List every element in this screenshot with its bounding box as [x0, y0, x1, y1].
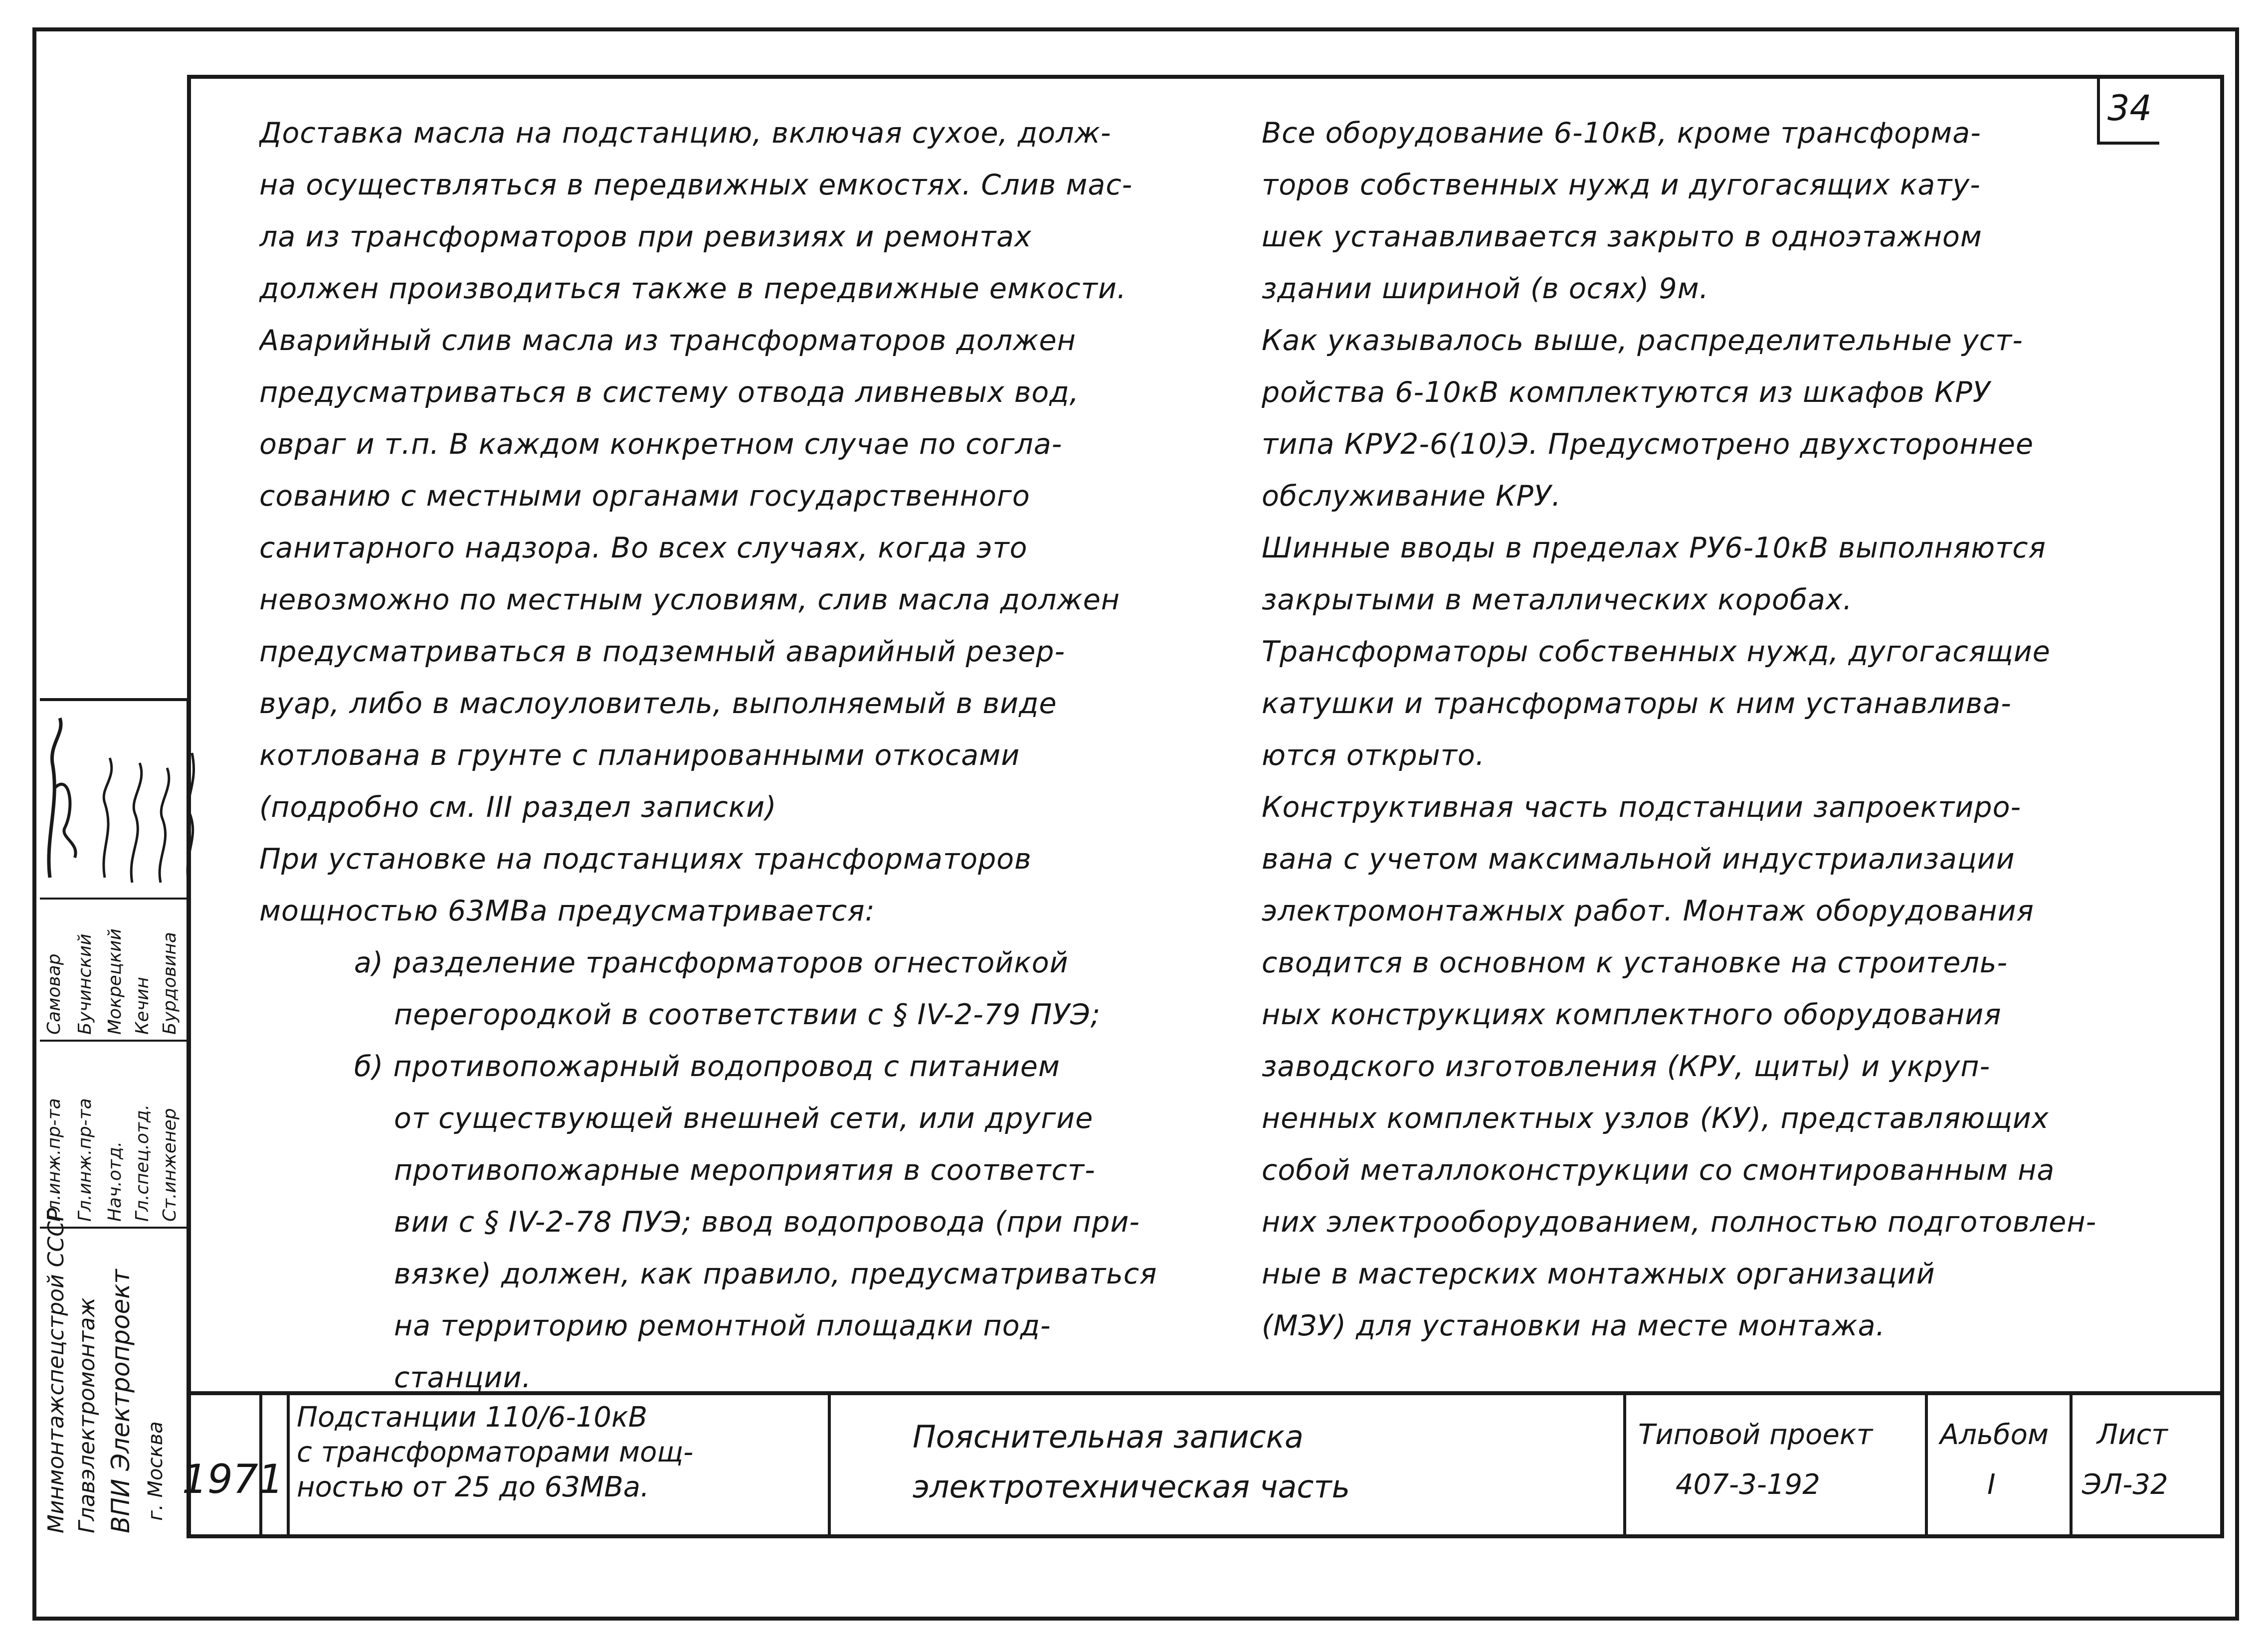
text-line: них электрооборудованием, полностью подготовлен- [1262, 1206, 2097, 1239]
stamp-separator [40, 898, 189, 900]
organization-line: ВПИ Электропроект [106, 1269, 135, 1533]
list-line: противопожарные мероприятия в соответст- [394, 1154, 1096, 1187]
document-title-line: электротехническая часть [913, 1468, 1350, 1505]
sheet-code: ЭЛ-32 [2082, 1468, 2168, 1501]
text-line: санитарного надзора. Во всех случаях, когда это [259, 532, 1028, 564]
organization-line: г. Москва [144, 1421, 167, 1521]
text-line: должен производиться также в передвижные емкости. [259, 272, 1127, 305]
text-line: ные в мастерских монтажных организаций [1262, 1258, 1935, 1290]
stamp-role: Гл.спец.отд. [132, 1104, 153, 1222]
stamp-separator [40, 1227, 189, 1229]
text-line: вуар, либо в маслоуловитель, выполняемый в виде [259, 687, 1057, 720]
stamp-name: Мокрецкий [105, 928, 125, 1035]
text-line: закрытыми в металлических коробах. [1262, 583, 1853, 616]
text-line: катушки и трансформаторы к ним устанавлива- [1262, 687, 2012, 720]
list-line: вии с § IV-2-78 ПУЭ; ввод водопровода (при при- [394, 1206, 1140, 1239]
list-line: на территорию ремонтной площадки под- [394, 1309, 1051, 1342]
document-title-line: Пояснительная записка [913, 1419, 1304, 1455]
year: 1971 [182, 1456, 284, 1502]
text-line: электромонтажных работ. Монтаж оборудования [1262, 895, 2034, 927]
text-line: торов собственных нужд и дугогасящих кату- [1262, 169, 1981, 201]
sheet-label: Лист [2097, 1419, 2168, 1451]
object-title-line: Подстанции 110/6-10кВ [297, 1401, 648, 1434]
text-line: невозможно по местным условиям, слив масла должен [259, 583, 1121, 616]
left-text-column [259, 107, 1207, 1404]
text-line: котлована в грунте с планированными откосами [259, 739, 1020, 772]
album-number: I [1987, 1468, 1996, 1501]
stamp-name: Бурдовина [160, 932, 180, 1035]
title-block-divider [1623, 1391, 1626, 1538]
list-line: от существующей внешней сети, или другие [394, 1102, 1094, 1135]
title-block-divider [1925, 1391, 1928, 1538]
text-line: на осуществляться в передвижных емкостях. Слив мас- [259, 169, 1133, 201]
stamp-name: Бучинский [75, 933, 95, 1035]
stamp-name: Самовар [44, 953, 64, 1035]
text-line: сводится в основном к установке на строитель- [1262, 946, 2008, 979]
text-line: ных конструкциях комплектного оборудования [1262, 998, 2002, 1031]
list-line: станции. [394, 1361, 532, 1394]
list-line: вязке) должен, как правило, предусматриваться [394, 1258, 1157, 1290]
stamp-name: Кечин [132, 977, 153, 1035]
text-line: ройства 6-10кВ комплектуются из шкафов КРУ [1262, 376, 1991, 409]
text-line: обслуживание КРУ. [1262, 480, 1561, 513]
text-line: ются открыто. [1262, 739, 1485, 772]
text-line: шек устанавливается закрыто в одноэтажном [1262, 220, 1982, 253]
text-line: овраг и т.п. В каждом конкретном случае по согла- [259, 428, 1063, 461]
list-line: а) разделение трансформаторов огнестойкой [354, 946, 1069, 979]
title-block-divider [828, 1391, 831, 1538]
text-line: Шинные вводы в пределах РУ6-10кВ выполняются [1262, 532, 2046, 564]
text-line: сованию с местными органами государственного [259, 480, 1030, 513]
text-line: типа КРУ2-6(10)Э. Предусмотрено двухстороннее [1262, 428, 2034, 461]
text-line: При установке на подстанциях трансформаторов [259, 843, 1032, 876]
project-label: Типовой проект [1638, 1419, 1873, 1451]
text-line: ненных комплектных узлов (КУ), представляющих [1262, 1102, 2049, 1135]
text-line: собой металлоконструкции со смонтированным на [1262, 1154, 2055, 1187]
title-block-divider [2070, 1391, 2073, 1538]
text-line: Трансформаторы собственных нужд, дугогасящие [1262, 635, 2051, 668]
text-line: Как указывалось выше, распределительные уст- [1262, 324, 2023, 357]
organization-line: Минмонтажспецстрой СССР [43, 1208, 69, 1533]
stamp-separator [40, 1040, 189, 1042]
organization-line: Главэлектромонтаж [74, 1297, 100, 1533]
signatures-drawing [30, 688, 199, 898]
right-text-column [1262, 107, 2119, 1352]
text-line: предусматриваться в систему отвода ливневых вод, [259, 376, 1079, 409]
text-line: (подробно см. III раздел записки) [259, 791, 777, 824]
list-line: перегородкой в соответствии с § IV-2-79 ПУЭ; [394, 998, 1101, 1031]
stamp-role: Ст.инженер [160, 1108, 180, 1222]
text-line: предусматриваться в подземный аварийный резер- [259, 635, 1066, 668]
sheet-number: 34 [2097, 75, 2159, 145]
text-line: Все оборудование 6-10кВ, кроме трансформа- [1262, 117, 1981, 150]
text-line: вана с учетом максимальной индустриализации [1262, 843, 2015, 876]
stamp-role: Гл.инж.пр-та [44, 1098, 64, 1222]
text-line: Конструктивная часть подстанции запроектиро- [1262, 791, 2022, 824]
project-number: 407-3-192 [1676, 1468, 1820, 1501]
list-line: б) противопожарный водопровод с питанием [354, 1050, 1060, 1083]
text-line: здании шириной (в осях) 9м. [1262, 272, 1709, 305]
title-block-divider [287, 1391, 290, 1538]
text-line: (МЗУ) для установки на месте монтажа. [1262, 1309, 1886, 1342]
text-line: Аварийный слив масла из трансформаторов должен [259, 324, 1076, 357]
text-line: Доставка масла на подстанцию, включая сухое, долж- [259, 117, 1112, 150]
stamp-role: Гл.инж.пр-та [75, 1098, 95, 1222]
stamp-role: Нач.отд. [105, 1141, 125, 1222]
text-line: ла из трансформаторов при ревизиях и ремонтах [259, 220, 1032, 253]
object-title-line: ностью от 25 до 63МВа. [297, 1471, 649, 1503]
album-label: Альбом [1940, 1419, 2049, 1451]
object-title-line: с трансформаторами мощ- [297, 1436, 694, 1468]
text-line: заводского изготовления (КРУ, щиты) и укруп- [1262, 1050, 1991, 1083]
text-line: мощностью 63МВа предусматривается: [259, 895, 875, 927]
